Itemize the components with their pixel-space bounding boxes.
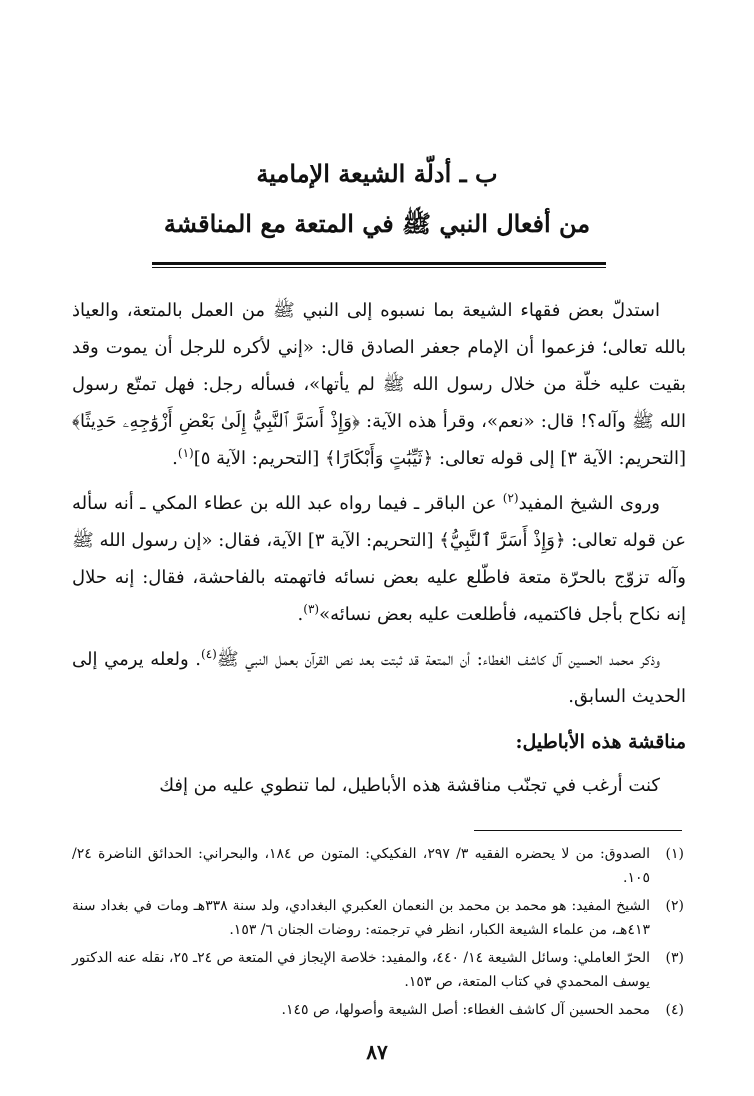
footnote-3 <box>72 946 684 994</box>
page-number: ٨٧ <box>366 1040 388 1064</box>
footnote-number: (٤) <box>665 1002 684 1018</box>
footnote-number: (١) <box>665 846 684 862</box>
footnote-number: (٢) <box>665 898 684 914</box>
heading-line-2: من أفعال النبي ﷺ في المتعة مع المناقشة <box>163 209 591 238</box>
paragraph-1-end: . <box>172 448 178 469</box>
heading-rule-thin <box>152 267 606 268</box>
footnote-separator <box>474 830 682 831</box>
footnote-text: محمد الحسين آل كاشف الغطاء: أصل الشيعة وأصولها، ص ١٤٥. <box>281 1002 650 1018</box>
footnote-ref-2: (٢) <box>502 491 519 505</box>
footnotes <box>72 842 684 1026</box>
footnote-ref-4: (٤) <box>201 647 217 661</box>
footnote-1 <box>72 842 684 890</box>
body-text <box>72 292 686 812</box>
footnote-number: (٣) <box>665 950 684 966</box>
paragraph-3 <box>72 641 686 715</box>
paragraph-3-text-b: . ولعله يرمي إلى الحديث السابق. <box>72 649 686 707</box>
footnote-2 <box>72 894 684 942</box>
heading-line-1: ب ـ أدلّة الشيعة الإمامية <box>256 159 498 188</box>
chapter-heading <box>0 150 754 244</box>
paragraph-4: كنت أرغب في تجنّب مناقشة هذه الأباطيل، لما تنطوي عليه من إفك <box>159 775 660 796</box>
footnote-text: الصدوق: من لا يحضره الفقيه ٣/ ٢٩٧، الفكيكي: المتون ص ١٨٤، والبحراني: الحدائق الناضرة ٢٤/ ١٠٥. <box>72 846 651 886</box>
footnote-4 <box>72 998 684 1022</box>
paragraph-2-text-a: وروى الشيخ المفيد <box>518 493 660 514</box>
section-heading: مناقشة هذه الأباطيل: <box>515 731 686 753</box>
paragraph-2 <box>72 485 686 633</box>
heading-rule-thick <box>152 262 606 265</box>
footnote-text: الشيخ المفيد: هو محمد بن محمد بن النعمان العكبري البغدادي، ولد سنة ٣٣٨هـ ومات في بغداد سنة ٤١٣هـ، من علماء الشيعة الكبار، انظر في ترجمته: روضات الجنان ٦/ ١٥٣. <box>72 898 651 938</box>
footnote-text: الحرّ العاملي: وسائل الشيعة ١٤/ ٤٤٠، والمفيد: خلاصة الإيجاز في المتعة ص ٢٤ـ ٢٥، نقله عنه الدكتور يوسف المحمدي في كتاب المتعة، ص ١٥٣. <box>71 950 650 990</box>
footnote-ref-3: (٣) <box>303 602 320 616</box>
paragraph-3-text-a: وذكر محمد الحسين آل كاشف الغطاء: أن المتعة قد ثبتت بعد نص القرآن بعمل النبي ﷺ <box>216 649 661 670</box>
paragraph-1 <box>72 292 686 477</box>
paragraph-1-text: استدلّ بعض فقهاء الشيعة بما نسبوه إلى النبي ﷺ من العمل بالمتعة، والعياذ بالله تعالى؛ فزعموا أن الإمام جعفر الصادق قال: «إني لأكره للرجل أن يموت وقد بقيت عليه خلّة من خلال رسول الله ﷺ لم يأتها»، فسأله رجل: فهل تمتّع رسول الله ﷺ وآله؟! قال: «نعم»، وقرأ هذه الآية: ﴿وَإِذْ أَسَرَّ ٱلنَّبِيُّ إِلَىٰ بَعْضِ أَزْوَٰجِهِۦ حَدِيثًا﴾ [التحريم: الآية ٣] إلى قوله تعالى: ﴿ثَيِّبَٰتٍ وَأَبْكَارًا﴾ [التحريم: الآية ٥] <box>72 300 686 469</box>
paragraph-2-text-b: عن الباقر ـ فيما رواه عبد الله بن عطاء المكي ـ أنه سأله عن قوله تعالى: ﴿وَإِذْ أَسَرَّ ٱلنَّبِيُّ﴾ [التحريم: الآية ٣] الآية، فقال: «إن رسول الله ﷺ وآله تزوّج بالحرّة متعة فاطّلع عليه بعض نسائه فاتهمته بالفاحشة، فقال: إنه حلال إنه نكاح بأجل فاكتميه، فأطلعت عليه بعض نسائه» <box>72 493 687 625</box>
heading-double-rule <box>152 262 606 268</box>
paragraph-2-end: . <box>297 604 304 625</box>
footnote-ref-1: (١) <box>177 446 194 460</box>
